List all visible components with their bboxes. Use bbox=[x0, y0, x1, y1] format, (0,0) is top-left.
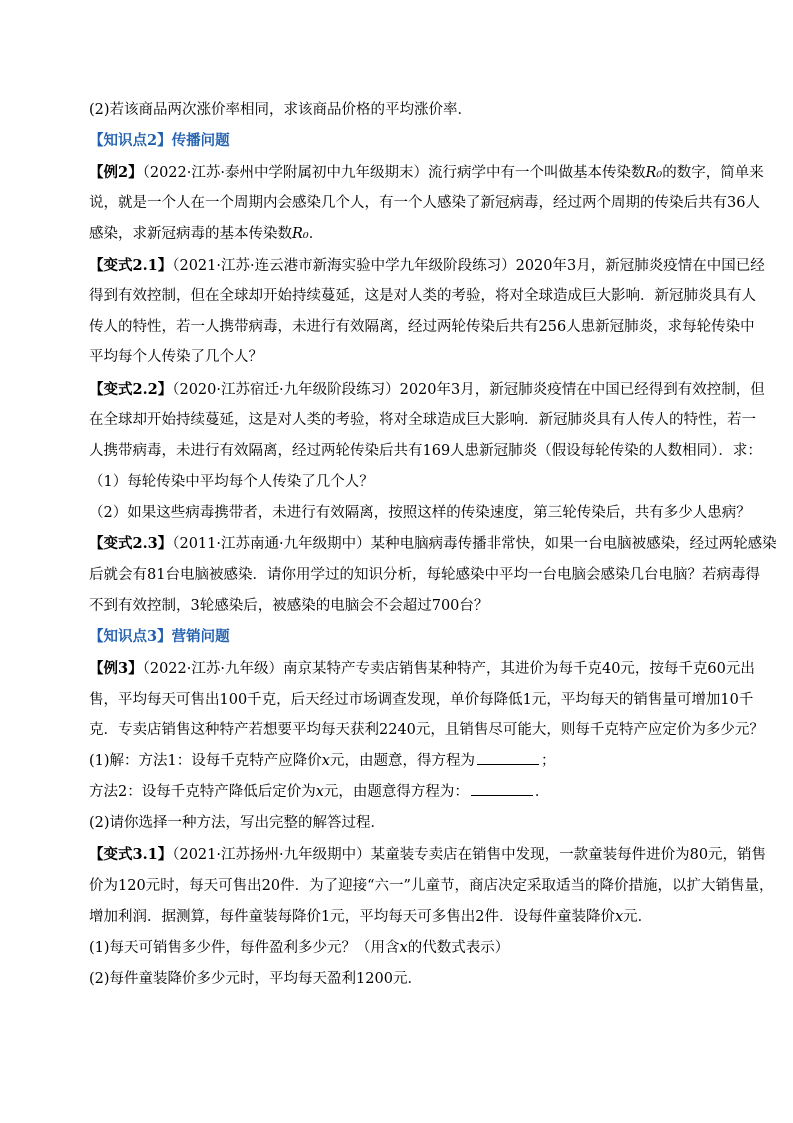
source-text: （2022·江苏·泰州中学附属初中九年级期末） bbox=[142, 165, 428, 181]
section-heading-knowledge-2 bbox=[89, 131, 719, 151]
heading-text: 【知识点3】营销问题 bbox=[89, 628, 230, 645]
body-text: 不到有效控制，3轮感染后，被感染的电脑会不会超过700台？ bbox=[89, 598, 489, 614]
example-3-method-1 bbox=[89, 751, 719, 771]
body-text: ； bbox=[540, 753, 556, 769]
variant-tag: 【变式2.3】 bbox=[89, 535, 173, 552]
body-text: （1）每轮传染中平均每个人传染了几个人？ bbox=[89, 474, 374, 490]
body-text: 元，由题意得方程为： bbox=[323, 784, 469, 800]
variant-3-1-question-1 bbox=[89, 938, 719, 958]
math-symbol: x bbox=[315, 784, 324, 800]
body-text: （2）如果这些病毒携带者，未进行有效隔离，按照这样的传染速度，第三轮传染后，共有多少人患病？ bbox=[89, 505, 751, 521]
variant-2-2-question-1 bbox=[89, 472, 719, 492]
text-line bbox=[89, 100, 719, 120]
body-text: 后就会有81台电脑被感染．请你用学过的知识分析，每轮感染中平均一台电脑会感染几台电脑？若病毒得 bbox=[89, 567, 760, 583]
example-tag: 【例2】 bbox=[89, 164, 143, 181]
body-text: 说，就是一个人在一个周期内会感染几个人，有一个人感染了新冠病毒，经过两个周期的传染后共有36人 bbox=[89, 195, 760, 211]
answer-blank bbox=[471, 783, 533, 796]
body-text: 价为120元时，每天可售出20件．为了迎接“六一”儿童节，商店决定采取适当的降价措施，以扩大销售量， bbox=[89, 878, 774, 894]
heading-text: 【知识点2】传播问题 bbox=[89, 132, 230, 149]
body-text: 某种电脑病毒传播非常快，如果一台电脑被感染，经过两轮感染 bbox=[370, 536, 777, 552]
variant-2-1-line-4 bbox=[89, 347, 719, 367]
math-symbol: x bbox=[399, 940, 408, 956]
variant-2-2-question-2 bbox=[89, 503, 751, 523]
example-3-line-3 bbox=[89, 720, 764, 740]
body-text: 在全球却开始持续蔓延，这是对人类的考验，将对全球造成巨大影响．新冠肺炎具有人传人的特性，若一 bbox=[89, 412, 756, 428]
body-text: 售，平均每天可售出100千克，后天经过市场调查发现，单价每降低1元，平均每天的销售量可增加10千 bbox=[89, 692, 754, 708]
variant-3-1-line-1 bbox=[89, 845, 767, 865]
variant-2-3-line-1 bbox=[89, 534, 777, 554]
body-text: 元，由题意，得方程为 bbox=[329, 753, 475, 769]
variant-2-3-line-2 bbox=[89, 565, 760, 585]
example-3-line-2 bbox=[89, 690, 754, 710]
body-text: 增加利润．据测算，每件童装每降价1元，平均每天可多售出2件．设每件童装降价 bbox=[89, 909, 615, 925]
body-text: 人携带病毒，未进行有效隔离，经过两轮传染后共有169人患新冠肺炎（假设每轮传染的人数相同）．求： bbox=[89, 443, 762, 459]
body-text: 传人的特性，若一人携带病毒，未进行有效隔离，经过两轮传染后共有256人患新冠肺炎，求每轮传染中 bbox=[89, 319, 755, 335]
body-text: 感染，求新冠病毒的基本传染数 bbox=[89, 226, 292, 242]
source-text: （2011·江苏南通·九年级期中） bbox=[172, 536, 371, 552]
variant-2-2-line-1 bbox=[89, 380, 765, 400]
variant-3-1-line-3 bbox=[89, 907, 719, 927]
example-2-line-3 bbox=[89, 224, 719, 244]
variant-tag: 【变式3.1】 bbox=[89, 846, 173, 863]
variant-3-1-question-2 bbox=[89, 969, 719, 989]
math-symbol: R₀ bbox=[292, 226, 309, 242]
variant-tag: 【变式2.1】 bbox=[89, 257, 173, 274]
body-text: (1)解：方法1：设每千克特产应降价 bbox=[89, 753, 322, 769]
body-text: 元． bbox=[623, 909, 653, 925]
body-text: (2)请你选择一种方法，写出完整的解答过程． bbox=[89, 815, 386, 831]
body-text: (1)每天可销售多少件，每件盈利多少元？（用含 bbox=[89, 940, 400, 956]
math-symbol: x bbox=[321, 753, 330, 769]
body-text: 2020年3月，新冠肺炎疫情在中国已经得到有效控制，但 bbox=[399, 382, 765, 398]
question-part-2: (2)若该商品两次涨价率相同，求该商品价格的平均涨价率． bbox=[89, 102, 473, 118]
variant-2-1-line-3 bbox=[89, 317, 755, 337]
math-symbol: R₀ bbox=[645, 165, 663, 181]
body-text: 的数字，简单来 bbox=[662, 165, 764, 181]
body-text: 克．专卖店销售这种特产若想要平均每天获利2240元，且销售尽可能大，则每千克特产应定价为多少元？ bbox=[89, 722, 764, 738]
body-text: 的代数式表示） bbox=[407, 940, 510, 956]
source-text: （2020·江苏宿迁·九年级阶段练习） bbox=[172, 382, 400, 398]
source-text: （2021·江苏·连云港市新海实验中学九年级阶段练习） bbox=[172, 258, 516, 274]
source-text: （2022·江苏·九年级） bbox=[142, 661, 283, 677]
body-text: (2)每件童装降价多少元时，平均每天盈利1200元． bbox=[89, 971, 422, 987]
variant-2-1-line-2 bbox=[89, 286, 756, 306]
math-symbol: x bbox=[614, 909, 624, 925]
body-text: 南京某特产专卖店销售某种特产，其进价为每千克40元，按每千克60元出 bbox=[282, 661, 755, 677]
variant-tag: 【变式2.2】 bbox=[89, 381, 173, 398]
body-text: ． bbox=[308, 226, 324, 242]
variant-2-1-line-1 bbox=[89, 256, 765, 276]
source-text: （2021·江苏扬州·九年级期中） bbox=[172, 847, 371, 863]
variant-2-2-line-2 bbox=[89, 410, 756, 430]
example-2-line-2 bbox=[89, 193, 760, 213]
body-text: 某童装专卖店在销售中发现，一款童装每件进价为80元，销售 bbox=[370, 847, 767, 863]
body-text: 流行病学中有一个叫做基本传染数 bbox=[427, 165, 646, 181]
section-heading-knowledge-3 bbox=[89, 627, 719, 647]
body-text: 得到有效控制，但在全球却开始持续蔓延，这是对人类的考验，将对全球造成巨大影响．新冠肺炎具有人 bbox=[89, 288, 756, 304]
variant-2-2-line-3 bbox=[89, 441, 762, 461]
body-text: ． bbox=[534, 784, 550, 800]
example-3-question-2 bbox=[89, 813, 719, 833]
body-text: 方法2：设每千克特产降低后定价为 bbox=[89, 784, 316, 800]
example-2-line-1 bbox=[89, 163, 764, 183]
example-tag: 【例3】 bbox=[89, 660, 143, 677]
answer-blank bbox=[477, 752, 539, 765]
body-text: 2020年3月，新冠肺炎疫情在中国已经 bbox=[515, 258, 765, 274]
body-text: 平均每个人传染了几个人？ bbox=[89, 349, 263, 365]
variant-3-1-line-2 bbox=[89, 876, 774, 896]
variant-2-3-line-3 bbox=[89, 596, 719, 616]
example-3-line-1 bbox=[89, 659, 755, 679]
example-3-method-2 bbox=[89, 782, 719, 802]
